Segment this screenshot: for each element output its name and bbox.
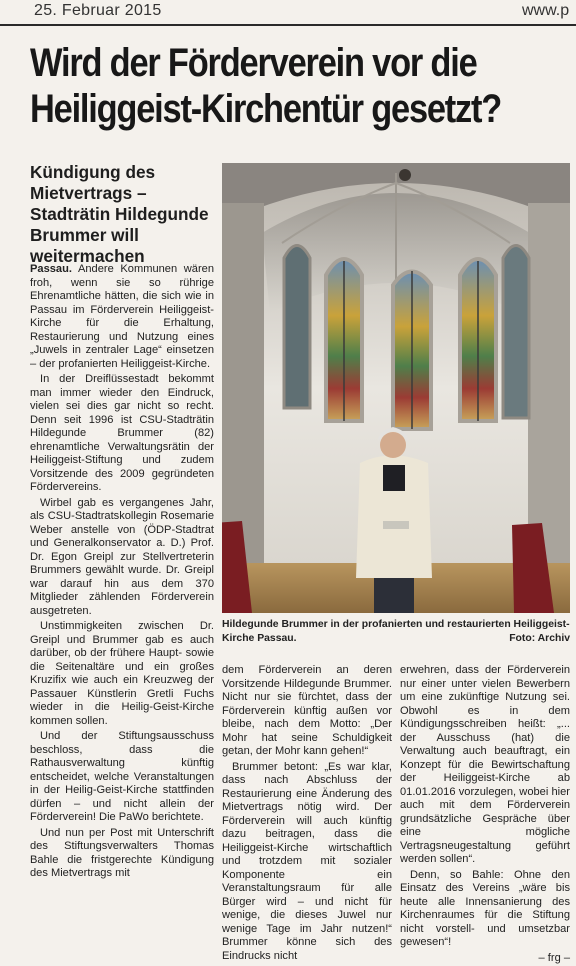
photo-credit: Foto: Archiv <box>509 633 570 644</box>
article-column-1 <box>30 263 214 953</box>
paragraph: Und der Stiftungsausschuss beschloss, dass die Rathausverwaltung künftig entscheidet, welche Veranstaltungen in der Heilig-Geist-Kirche stattfinden dürfen – und nicht allein der Förderverein! Die PaWo berichtete. <box>30 730 214 823</box>
paragraph: Unstimmigkeiten zwischen Dr. Greipl und Brummer gab es auch darüber, ob der frühere Haupt- sowie die Seitenaltäre und ein großes Kruzifix wie auch ein Kreuzweg der Passauer Künstlerin Gretli Fuchs wieder in die Heilig-Geist-Kirche kommen sollen. <box>30 620 214 727</box>
church-interior-photo <box>222 163 570 613</box>
author-signature: – frg – <box>538 951 570 964</box>
headline-line-1: Wird der Förderverein vor die <box>30 41 477 85</box>
paragraph: In der Dreiflüssestadt bekommt man immer wieder den Eindruck, vielen sei dies gar nicht so recht. Denn seit 1996 ist CSU-Stadträtin Hildegunde Brummer (82) ehrenamtliche Verwaltungsrätin der Heiliggeist-Stiftung und zudem Vorsitzende des 2009 gegründeten Fördervereins. <box>30 373 214 493</box>
dateline: Passau. <box>30 263 72 275</box>
website-url[interactable]: www.p <box>522 2 570 19</box>
headline <box>30 40 502 132</box>
paragraph: Und nun per Post mit Unterschrift des Stiftungsverwalters Thomas Bahle die fristgerechte Kündigung des Mietvertrags mit <box>30 826 214 879</box>
paragraph <box>30 263 214 371</box>
photo-caption <box>222 618 570 646</box>
paragraph: dem Förderverein an deren Vorsitzende Hildegunde Brummer. Nicht nur sie fürchtet, dass der Förderverein künftig außen vor bleibe, nach dem Motto: „Der Mohr hat seine Schuldigkeit getan, der Mohr kann gehen!“ <box>222 664 392 757</box>
headline-line-2: Heiliggeist-Kirchentür gesetzt? <box>30 87 502 131</box>
paragraph: Denn, so Bahle: Ohne den Einsatz des Vereins „wäre bis heute alle Innensanierung des Kirchenraumes für die Stiftung nicht vorstell- und umsetzbar gewesen“! <box>400 868 570 948</box>
article-column-2 <box>222 664 392 962</box>
article-column-3 <box>400 664 570 964</box>
issue-date: 25. Februar 2015 <box>34 2 162 19</box>
paragraph: Brummer betont: „Es war klar, dass nach Abschluss der Restaurierung eine Änderung des Mietvertrags nötig wird. Der Förderverein will auch künftig dazu beitragen, dass die Heiliggeist-Kirche wirtschaftlich und trotzdem mit sozialer Komponente ein Veranstaltungsraum für alle Bürger wird – und nicht für wenige, die dieses Juwel nur wenige Tage im Jahr nutzen!“ Brummer könne sich des Eindrucks nicht <box>222 760 392 962</box>
paragraph: erwehren, dass der Förderverein nur einer unter vielen Bewerbern um eine zukünftige Nutzung sei. Obwohl es in dem Kündigungsschreiben heißt: „... der Ausschuss (hat) die Verwaltung auch beauftragt, ein Konzept für die Bewirtschaftung der Heiliggeist-Kirche ab 01.01.2016 vorzulegen, wobei hier auch mit dem Förderverein grundsätzliche Gespräche über eine mögliche Vertragsneugestaltung geführt werden sollen“. <box>400 664 570 865</box>
paragraph-text: Andere Kommunen wären froh, wenn sie so rührige Ehrenamtliche hätten, die sich wie in Passau im Förderverein Heiliggeist-Kirche für die Erhaltung, Restaurierung und Nutzung eines „Juwels in zentraler Lage“ einsetzen – der profanierten Heiliggeist-Kirche. <box>30 263 214 370</box>
subheadline: Kündigung des Mietvertrags – Stadträtin Hildegunde Brummer will weitermachen <box>30 162 209 266</box>
paragraph: Wirbel gab es vergangenes Jahr, als CSU-Stadtratskollegin Rosemarie Weber anstelle von (ÖDP-Stadtrat und Generalkonservator a. D.) Prof. Dr. Egon Greipl zur Stellvertreterin Brummers gewählt wurde. Dr. Greipl war darauf hin aus dem 370 Mitglieder zählenden Förderverein ausgetreten. <box>30 496 214 617</box>
caption-text: Hildegunde Brummer in der profanierten und restaurierten Heiliggeist-Kirche Passau. <box>222 619 570 644</box>
